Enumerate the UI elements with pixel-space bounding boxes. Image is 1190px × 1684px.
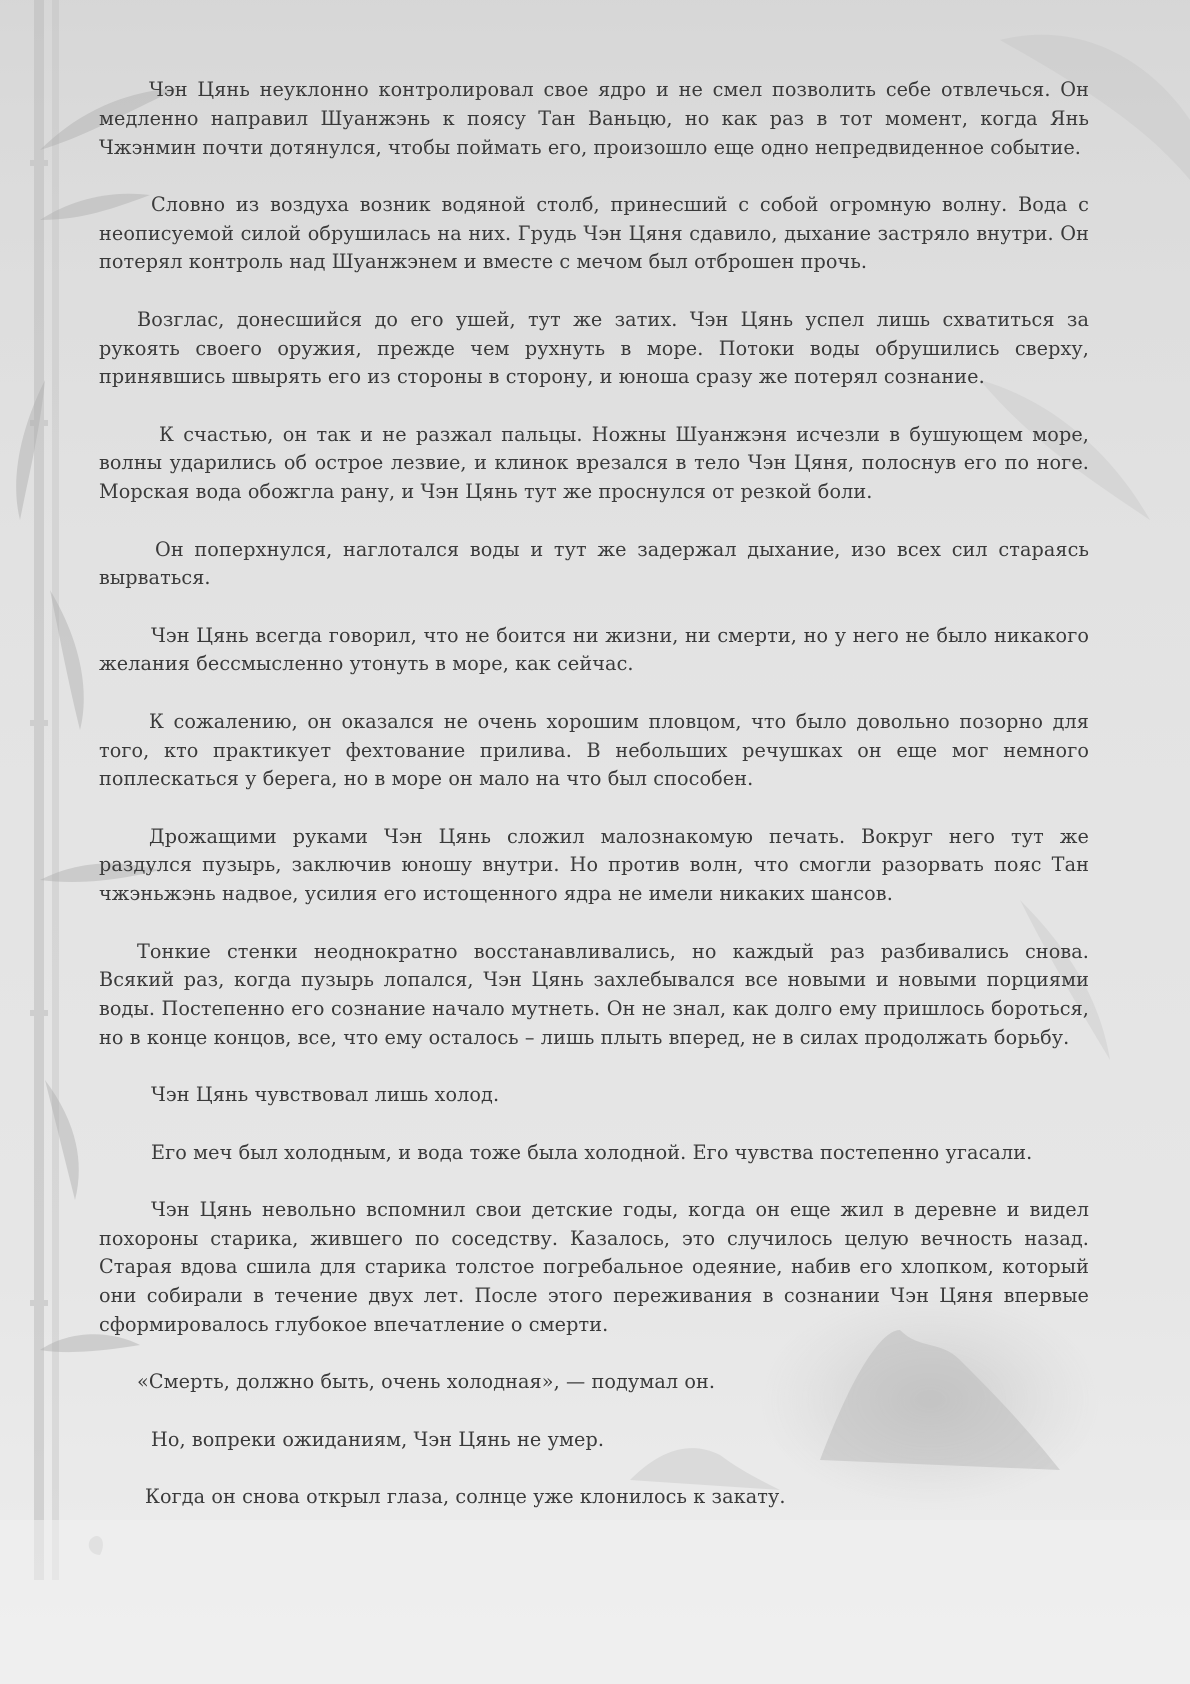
paragraph: Чэн Цянь неуклонно контролировал свое ядро и не смел позволить себе отвлечься. Он медленно направил Шуанжэнь к поясу Тан Ваньцю, но как раз в тот момент, когда Янь Чжэнмин почти дотянулся, чтобы поймать его, произошло еще одно непредвиденное событие. bbox=[99, 78, 1089, 159]
paragraph: Его меч был холодным, и вода тоже была холодной. Его чувства постепенно угасали. bbox=[151, 1140, 1033, 1164]
paragraph: Он поперхнулся, наглотался воды и тут же задержал дыхание, изо всех сил стараясь вырваться. bbox=[99, 537, 1089, 590]
paragraph: К счастью, он так и не разжал пальцы. Ножны Шуанжэня исчезли в бушующем море, волны ударились об острое лезвие, и клинок врезался в тело Чэн Цяня, полоснув его по ноге. Морская вода обожгла рану, и Чэн Цянь тут же проснулся от резкой боли. bbox=[99, 422, 1089, 504]
paragraph: Когда он снова открыл глаза, солнце уже клонилось к закату. bbox=[145, 1484, 786, 1508]
paragraph: Тонкие стенки неоднократно восстанавливались, но каждый раз разбивались снова. Всякий раз, когда пузырь лопался, Чэн Цянь захлебывался все новыми и новыми порциями воды. Постепенно его сознание начало мутнеть. Он не знал, как долго ему пришлось бороться, но в конце концов, все, что ему осталось – лишь плыть вперед, не в силах продолжать борьбу. bbox=[99, 939, 1089, 1049]
paragraph: Дрожащими руками Чэн Цянь сложил малознакомую печать. Вокруг него тут же раздулся пузырь, заключив юношу внутри. Но против волн, что смогли разорвать пояс Тан чжэньжэнь надвое, усилия его истощенного ядра не имели никаких шансов. bbox=[99, 824, 1089, 906]
paragraph: Но, вопреки ожиданиям, Чэн Цянь не умер. bbox=[151, 1427, 605, 1451]
paragraph: Возглас, донесшийся до его ушей, тут же затих. Чэн Цянь успел лишь схватиться за рукоять своего оружия, прежде чем рухнуть в море. Потоки воды обрушились сверху, принявшись швырять его из стороны в сторону, и юноша сразу же потерял сознание. bbox=[99, 307, 1089, 389]
paragraph: Чэн Цянь чувствовал лишь холод. bbox=[151, 1083, 500, 1107]
paragraph: Словно из воздуха возник водяной столб, принесший с собой огромную волну. Вода с неописуемой силой обрушилась на них. Грудь Чэн Цяня сдавило, дыхание застряло внутри. Он потерял контроль над Шуанжэнем и вместе с мечом был отброшен прочь. bbox=[99, 192, 1089, 274]
paragraph: К сожалению, он оказался не очень хорошим пловцом, что было довольно позорно для того, кто практикует фехтование прилива. В небольших речушках он еще мог немного поплескаться у берега, но в море он мало на что был способен. bbox=[99, 709, 1089, 791]
paragraph: Чэн Цянь невольно вспомнил свои детские годы, когда он еще жил в деревне и видел похороны старика, жившего по соседству. Казалось, это случилось целую вечность назад. Старая вдова сшила для старика толстое погребальное одеяние, набив его хлопком, который они собирали в течение двух лет. После этого переживания в сознании Чэн Цяня впервые сформировалось глубокое впечатление о смерти. bbox=[99, 1197, 1089, 1336]
paragraph: «Смерть, должно быть, очень холодная», — подумал он. bbox=[137, 1370, 716, 1394]
paragraph: Чэн Цянь всегда говорил, что не боится ни жизни, ни смерти, но у него не было никакого желания бессмысленно утонуть в море, как сейчас. bbox=[99, 623, 1089, 676]
body-text bbox=[99, 76, 1089, 1540]
